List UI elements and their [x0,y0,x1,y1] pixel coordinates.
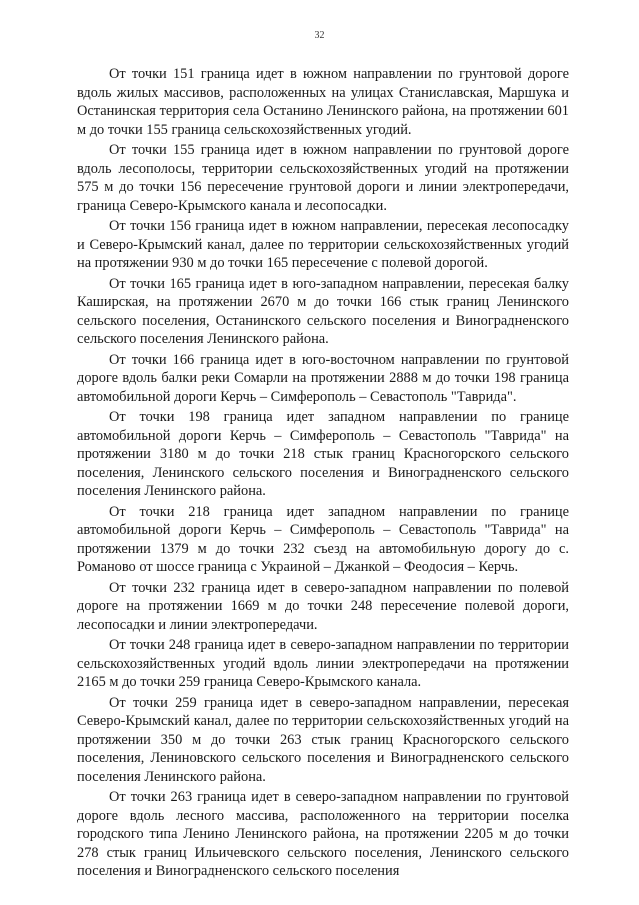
paragraph-point-263: От точки 263 граница идет в северо-западном направлении по грунтовой дороге вдоль лесного массива, расположенного на территории поселка городского типа Ленино Ленинского района, на протяжении 2205 м до точки 278 стык границ Ильичевского сельского поселения, Ленинского сельского поселения и Виноградненского сельского поселения [77,789,569,879]
paragraph-point-151: От точки 151 граница идет в южном направлении по грунтовой дороге вдоль жилых массивов, расположенных на улицах Станиславская, Маршука и Останинская территория села Останино Ленинского района, на протяжении 601 м до точки 155 граница сельскохозяйственных угодий. [77,66,569,138]
paragraph-point-156: От точки 156 граница идет в южном направлении, пересекая лесопосадку и Северо-Крымский канал, далее по территории сельскохозяйственных угодий на протяжении 930 м до точки 165 пересечение с полевой дорогой. [77,218,569,271]
page-number: 32 [314,30,325,41]
paragraph-point-259: От точки 259 граница идет в северо-западном направлении, пересекая Северо-Крымский канал, далее по территории сельскохозяйственных угодий на протяжении 350 м до точки 263 стык границ Красногорского сельского поселения, Лениновского сельского поселения и Виноградненского сельского поселения Ленинского района. [77,694,569,785]
document-body [77,65,569,883]
paragraph-point-166: От точки 166 граница идет в юго-восточном направлении по грунтовой дороге вдоль балки реки Сомарли на протяжении 2888 м до точки 198 граница автомобильной дороги Керчь – Симферополь – Севастополь "Таврида". [77,351,569,405]
paragraph-point-155: От точки 155 граница идет в южном направлении по грунтовой дороге вдоль лесополосы, территории сельскохозяйственных угодий на протяжении 575 м до точки 156 пересечение грунтовой дороги и линии электропередачи, граница Северо-Крымского канала и лесопосадки. [77,142,569,214]
paragraph-point-248: От точки 248 граница идет в северо-западном направлении по территории сельскохозяйственных угодий вдоль линии электропередачи на протяжении 2165 м до точки 259 граница Северо-Крымского канала. [77,637,569,690]
paragraph-point-218: От точки 218 граница идет западном направлении по границе автомобильной дороги Керчь – Симферополь – Севастополь "Таврида" на протяжении 1379 м до точки 232 съезд на автомобильную дорогу до с. Романово от шоссе граница с Украиной – Джанкой – Феодосия – Керчь. [77,503,569,575]
paragraph-point-165: От точки 165 граница идет в юго-западном направлении, пересекая балку Каширская, на протяжении 2670 м до точки 166 стык границ Ленинского сельского поселения, Останинского сельского поселения и Виноградненского сельского поселения Ленинского района. [77,275,569,347]
paragraph-point-232: От точки 232 граница идет в северо-западном направлении по полевой дороге на протяжении 1669 м до точки 248 пересечение полевой дороги, лесопосадки и линии электропередачи. [77,579,569,633]
paragraph-point-198: От точки 198 граница идет западном направлении по границе автомобильной дороги Керчь – Симферополь – Севастополь "Таврида" на протяжении 3180 м до точки 218 стык границ Красногорского сельского поселения, Ленинского сельского поселения и Виноградненского сельского поселения Ленинского района. [77,409,569,499]
